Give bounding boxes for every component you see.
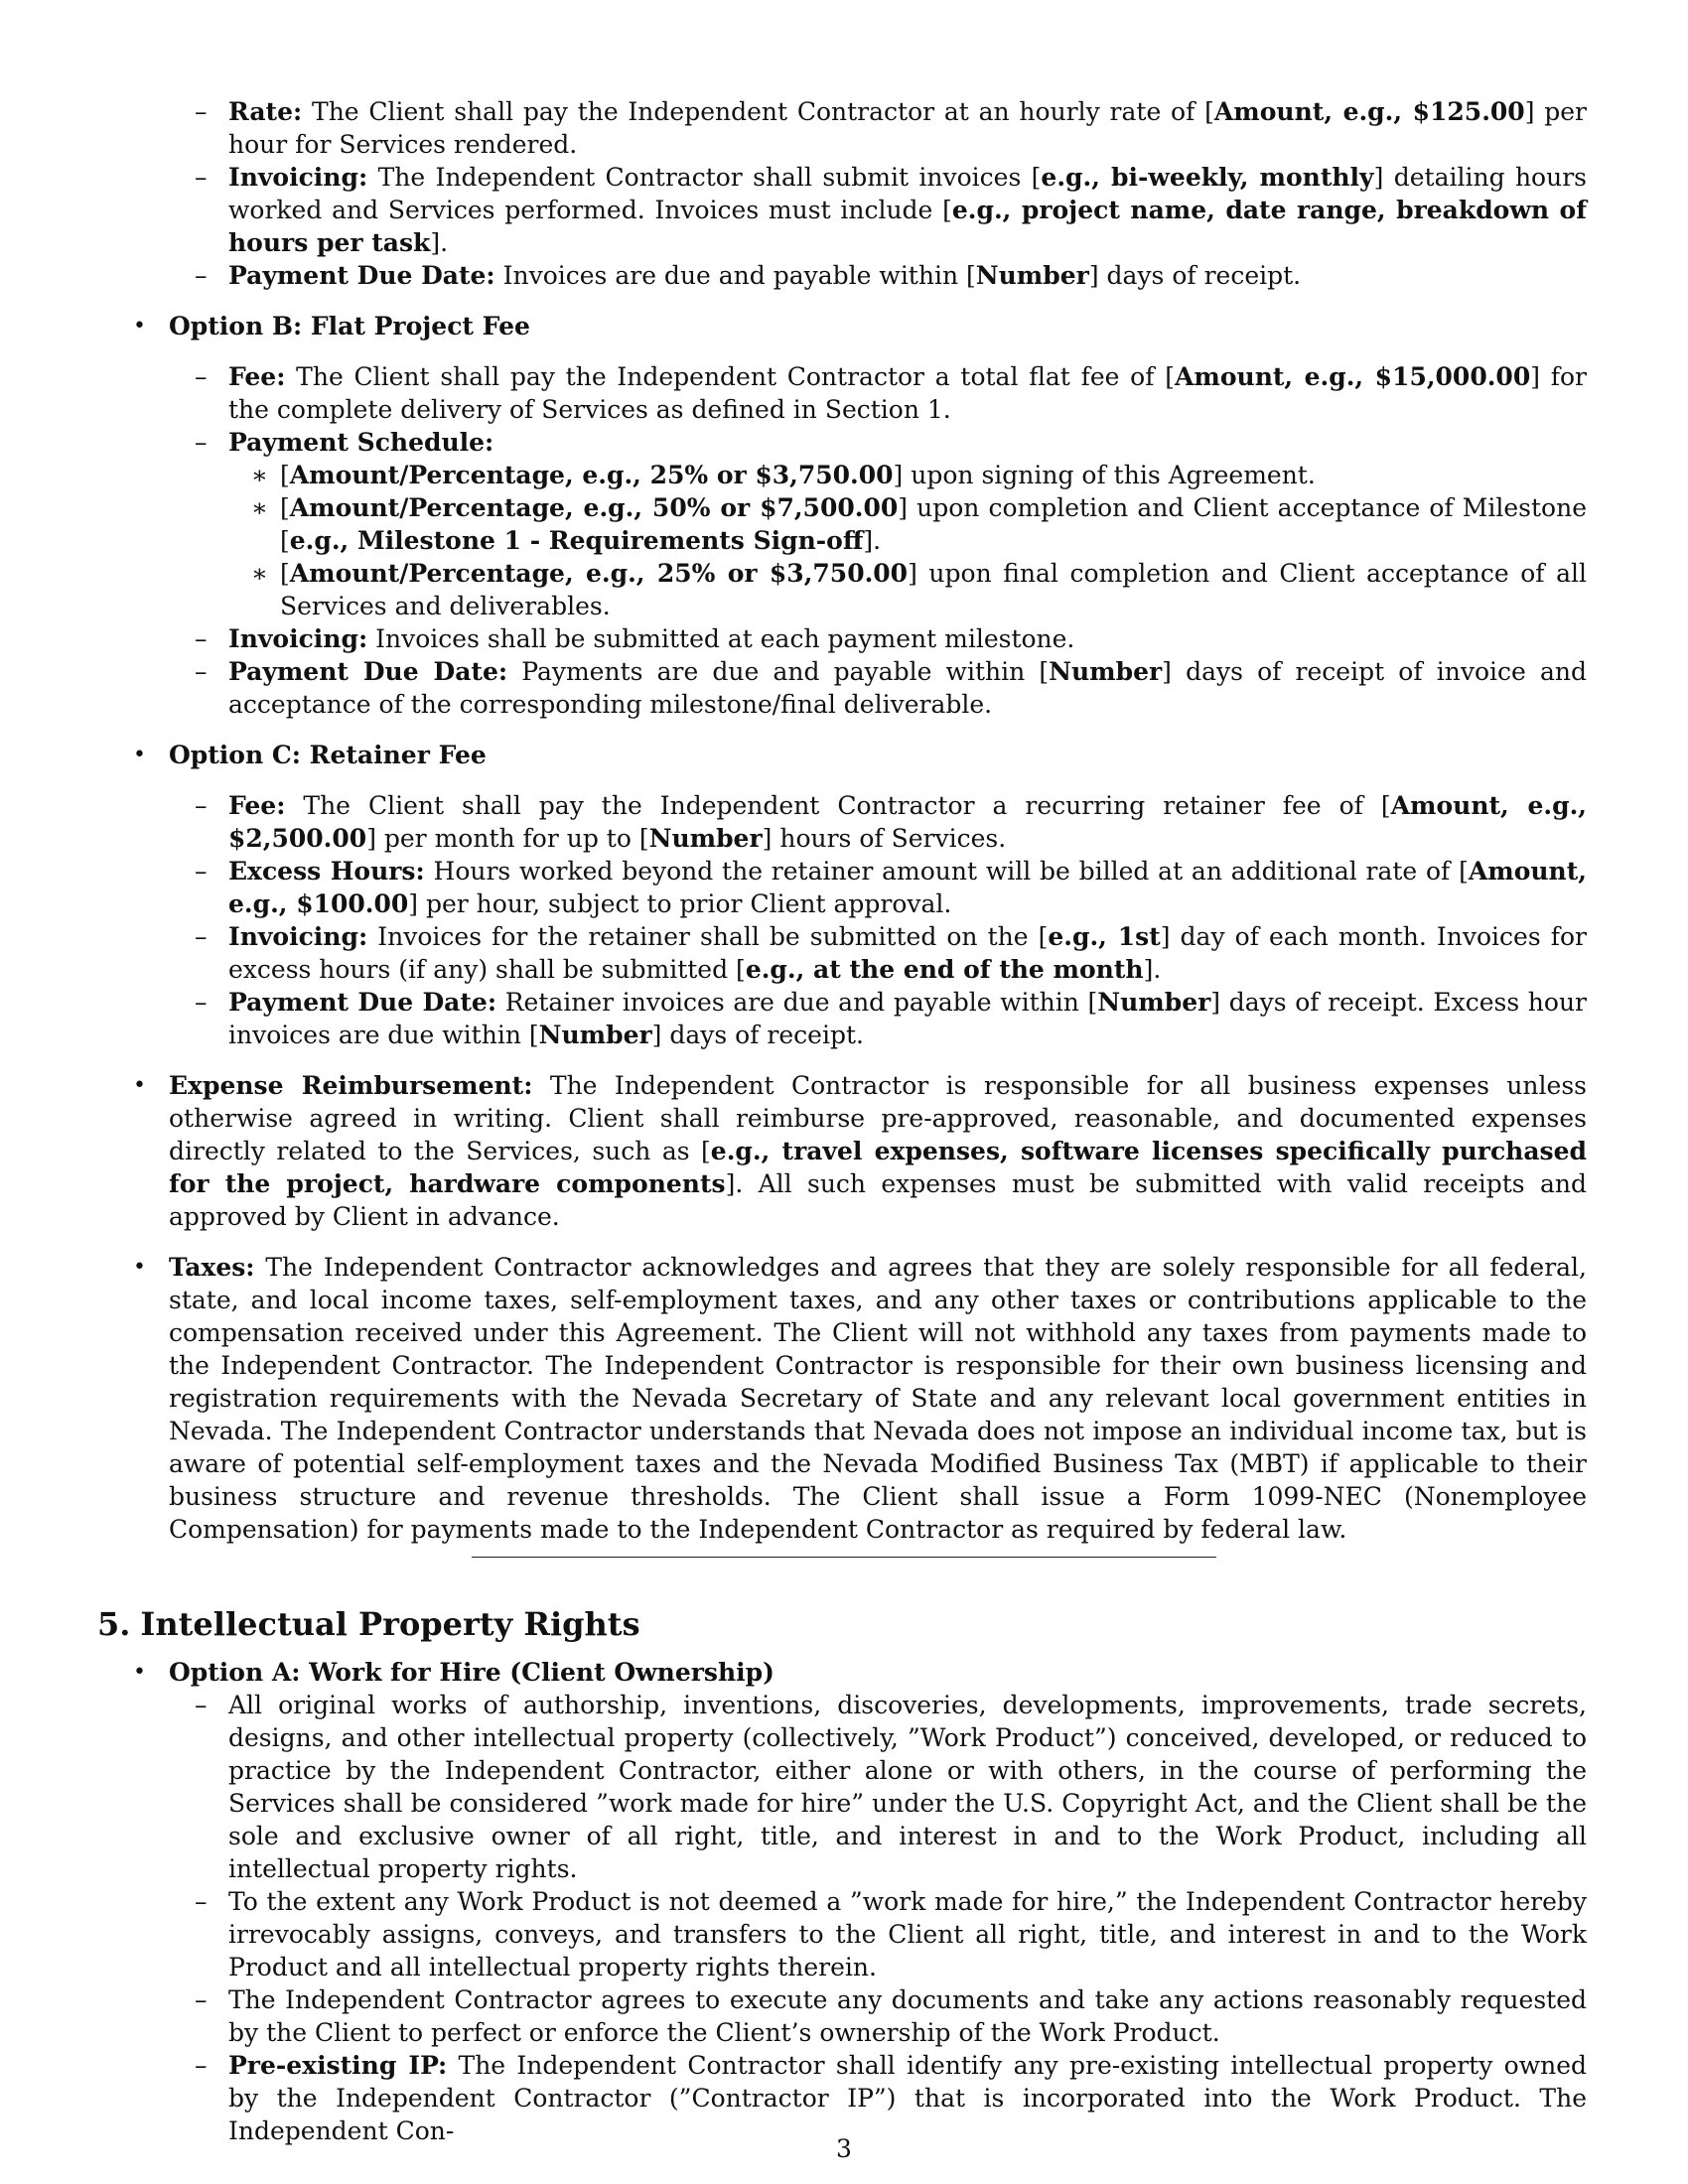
dash-marker: – bbox=[195, 657, 208, 686]
dash-marker: – bbox=[195, 857, 208, 886]
dash-marker: – bbox=[195, 362, 208, 391]
dash-marker: – bbox=[195, 1887, 208, 1916]
option-b-heading: • Option B: Flat Project Fee bbox=[133, 312, 530, 341]
bullet-marker: • bbox=[133, 1660, 146, 1685]
item-label: Invoicing: bbox=[228, 163, 368, 192]
schedule-entry: ∗ [Amount/Percentage, e.g., 25% or $3,750.00] upon final completion and Client acceptance of all Services and deliverables. bbox=[251, 559, 1587, 620]
bullet-marker: • bbox=[133, 743, 146, 767]
dash-marker: – bbox=[195, 428, 208, 457]
dash-marker: – bbox=[195, 97, 208, 126]
hourly-due-item: – Payment Due Date: Invoices are due and payable within [Number] days of receipt. bbox=[195, 261, 1302, 290]
expense-reimbursement-item: • Expense Reimbursement: The Independent Contractor is responsible for all business expenses unless otherwise agreed in writing. Client shall reimburse pre-approved, reasonable, and documented expenses directly related to the Services, such as [e.g., travel expenses, software licenses specifically purchased for the project, hardware components]. All such expenses must be submitted with valid receipts and approved by Client in advance. bbox=[133, 1071, 1587, 1231]
retainer-fee-item: – Fee: The Client shall pay the Independent Contractor a recurring retainer fee of [Amount, e.g., $2,500.00] per month for up to [Number] hours of Services. bbox=[195, 791, 1587, 853]
dash-marker: – bbox=[195, 163, 208, 192]
dash-marker: – bbox=[195, 1985, 208, 2014]
ip-rights-section bbox=[97, 1656, 1587, 2147]
dash-marker: – bbox=[195, 2051, 208, 2080]
retainer-invoicing-item: – Invoicing: Invoices for the retainer shall be submitted on the [e.g., 1st] day of each month. Invoices for excess hours (if any) shall be submitted [e.g., at the end of the month]. bbox=[195, 922, 1587, 984]
excess-hours-item: – Excess Hours: Hours worked beyond the retainer amount will be billed at an additional rate of [Amount, e.g., $100.00] per hour, subject to prior Client approval. bbox=[195, 857, 1587, 918]
dash-marker: – bbox=[195, 261, 208, 290]
ip-item: – To the extent any Work Product is not deemed a ”work made for hire,” the Independent Contractor hereby irrevocably assigns, conveys, and transfers to the Client all right, title, and interest in and to the Work Product and all intellectual property rights therein. bbox=[195, 1887, 1587, 1981]
hourly-invoicing-item: – Invoicing: The Independent Contractor shall submit invoices [e.g., bi-weekly, monthly] detailing hours worked and Services performed. Invoices must include [e.g., project name, date range, breakdown of hours per task]. bbox=[195, 163, 1587, 257]
horizontal-rule bbox=[472, 1557, 1216, 1558]
taxes-item: • Taxes: The Independent Contractor acknowledges and agrees that they are solely responsible for all federal, state, and local income taxes, self-employment taxes, and any other taxes or contributions applicable to the compensation received under this Agreement. The Client will not withhold any taxes from payments made to the Independent Contractor. The Independent Contractor is responsible for their own business licensing and registration requirements with the Nevada Secretary of State and any relevant local government entities in Nevada. The Independent Contractor understands that Nevada does not impose an individual income tax, but is aware of potential self-employment taxes and the Nevada Modified Business Tax (MBT) if applicable to their business structure and revenue thresholds. The Client shall issue a Form 1099-NEC (Nonemployee Compensation) for payments made to the Independent Contractor as required by federal law. bbox=[133, 1253, 1587, 1544]
bullet-marker: • bbox=[133, 314, 146, 339]
payment-schedule-item: – Payment Schedule: bbox=[195, 428, 494, 457]
star-marker: ∗ bbox=[251, 559, 268, 588]
star-marker: ∗ bbox=[251, 461, 268, 489]
section-5-heading bbox=[97, 1604, 640, 1644]
ip-item: – All original works of authorship, inventions, discoveries, developments, improvements, trade secrets, designs, and other intellectual property (collectively, ”Work Product”) conceived, developed, or reduced to practice by the Independent Contractor, either alone or with others, in the course of performing the Services shall be considered ”work made for hire” under the U.S. Copyright Act, and the Client shall be the sole and exclusive owner of all right, title, and interest in and to the Work Product, including all intellectual property rights. bbox=[195, 1691, 1587, 1883]
section-number: 5. bbox=[97, 1605, 131, 1643]
item-label: Payment Due Date: bbox=[228, 261, 495, 290]
bullet-marker: • bbox=[133, 1073, 146, 1098]
hourly-rate-item: – Rate: The Client shall pay the Independent Contractor at an hourly rate of [Amount, e.g., $125.00] per hour for Services rendered. bbox=[195, 97, 1587, 159]
option-a-heading: • Option A: Work for Hire (Client Ownership) bbox=[133, 1658, 774, 1687]
flat-fee-item: – Fee: The Client shall pay the Independent Contractor a total flat fee of [Amount, e.g., $15,000.00] for the complete delivery of Services as defined in Section 1. bbox=[195, 362, 1587, 424]
retainer-due-item: – Payment Due Date: Retainer invoices are due and payable within [Number] days of receipt. Excess hour invoices are due within [Number] days of receipt. bbox=[195, 988, 1587, 1049]
item-label: Rate: bbox=[228, 97, 303, 126]
schedule-entry: ∗ [Amount/Percentage, e.g., 25% or $3,750.00] upon signing of this Agreement. bbox=[251, 461, 1316, 489]
dash-marker: – bbox=[195, 988, 208, 1017]
dash-marker: – bbox=[195, 922, 208, 951]
payment-terms-section bbox=[97, 95, 1587, 1546]
flat-due-item: – Payment Due Date: Payments are due and payable within [Number] days of receipt of invoice and acceptance of the corresponding milestone/final deliverable. bbox=[195, 657, 1587, 719]
dash-marker: – bbox=[195, 1691, 208, 1719]
dash-marker: – bbox=[195, 791, 208, 820]
option-c-heading: • Option C: Retainer Fee bbox=[133, 741, 487, 769]
flat-invoicing-item: – Invoicing: Invoices shall be submitted at each payment milestone. bbox=[195, 624, 1075, 653]
section-title: Intellectual Property Rights bbox=[140, 1605, 640, 1643]
star-marker: ∗ bbox=[251, 493, 268, 522]
bullet-marker: • bbox=[133, 1255, 146, 1280]
ip-item: – The Independent Contractor agrees to execute any documents and take any actions reasonably requested by the Client to perfect or enforce the Client’s ownership of the Work Product. bbox=[195, 1985, 1587, 2047]
page-number: 3 bbox=[836, 2134, 852, 2163]
preexisting-ip-item: – Pre-existing IP: The Independent Contractor shall identify any pre-existing intellectual property owned by the Independent Contractor (”Contractor IP”) that is incorporated into the Work Product. The Independent Con- bbox=[195, 2051, 1587, 2145]
dash-marker: – bbox=[195, 624, 208, 653]
schedule-entry: ∗ [Amount/Percentage, e.g., 50% or $7,500.00] upon completion and Client acceptance of Milestone [e.g., Milestone 1 - Requirements Sign-off]. bbox=[251, 493, 1587, 555]
